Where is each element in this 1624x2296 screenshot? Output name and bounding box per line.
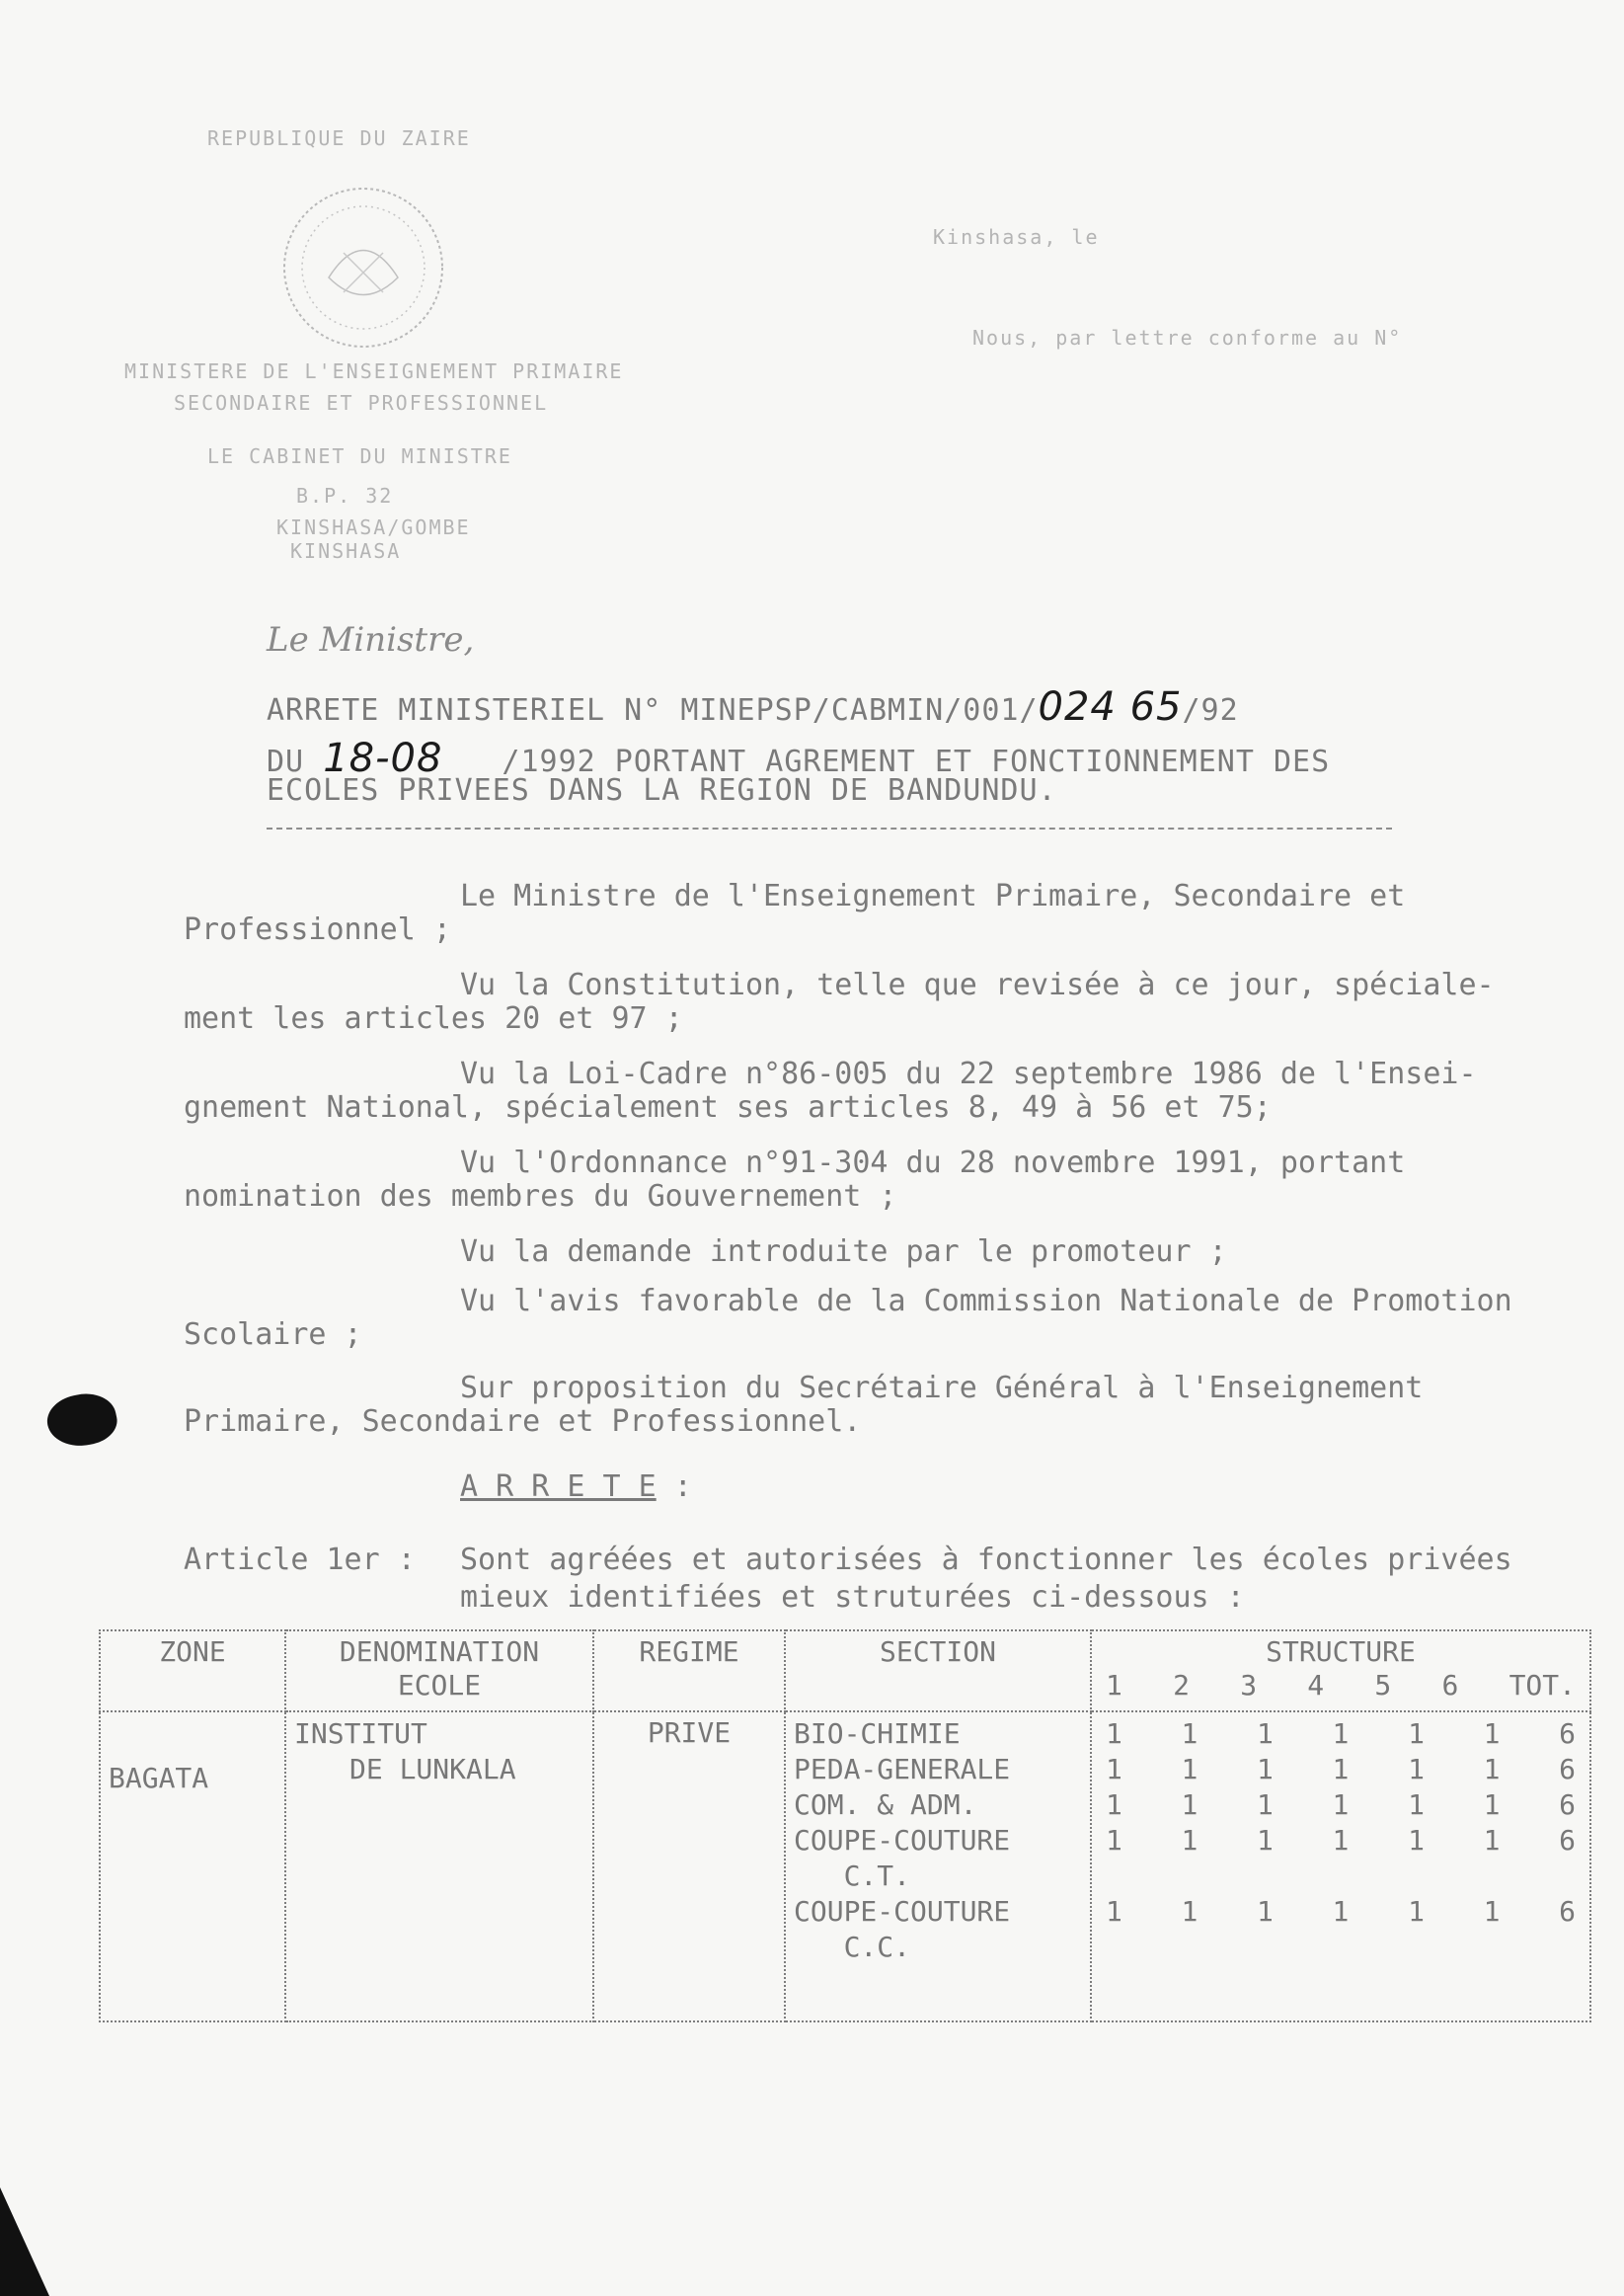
value-cell: 1 <box>1332 1753 1350 1785</box>
value-cell: 1 <box>1106 1753 1122 1785</box>
value-total: 6 <box>1559 1788 1576 1821</box>
preamble-1-rest: Professionnel ; <box>184 912 451 947</box>
cell-denomination-line1: INSTITUT <box>294 1717 427 1750</box>
value-cell: 1 <box>1408 1788 1425 1821</box>
article-1-label: Article 1er : <box>184 1543 416 1577</box>
decree-title-line1 <box>267 684 1239 730</box>
cell-regime: PRIVE <box>593 1711 785 2021</box>
section-1-name: BIO-CHIMIE <box>794 1717 961 1750</box>
header-col-5: 5 <box>1374 1669 1392 1702</box>
value-cell: 1 <box>1332 1895 1350 1928</box>
decree-date-prefix: DU <box>267 745 324 779</box>
preamble-6-first: Vu l'avis favorable de la Commission Nationale de Promotion <box>460 1284 1512 1318</box>
value-cell: 1 <box>1181 1895 1199 1928</box>
header-col-total: TOT. <box>1508 1669 1576 1702</box>
value-cell: 1 <box>1257 1788 1274 1821</box>
value-cell: 1 <box>1483 1717 1501 1750</box>
value-total: 6 <box>1559 1753 1576 1785</box>
salutation: Le Ministre, <box>267 620 475 660</box>
letterhead-office-line2: B.P. 32 <box>296 484 394 508</box>
value-cell: 1 <box>1408 1717 1425 1750</box>
arrete-heading-row <box>460 1469 692 1504</box>
header-structure-columns <box>1100 1669 1582 1702</box>
cell-zone: BAGATA <box>100 1711 285 2021</box>
preamble-3-rest: gnement National, spécialement ses articles 8, 49 à 56 et 75; <box>184 1090 1272 1125</box>
value-cell: 1 <box>1332 1717 1350 1750</box>
official-seal-icon <box>279 184 447 352</box>
article-1-line2: mieux identifiées et struturées ci-dessous : <box>460 1580 1245 1615</box>
scan-corner-shadow-icon <box>0 2187 49 2296</box>
cell-sections <box>785 1711 1091 2021</box>
value-cell: 1 <box>1106 1788 1122 1821</box>
preamble-7-rest: Primaire, Secondaire et Professionnel. <box>184 1404 862 1439</box>
letterhead-country: REPUBLIQUE DU ZAIRE <box>207 126 471 150</box>
section-1-values <box>1100 1716 1582 1752</box>
header-denomination <box>285 1630 593 1711</box>
header-col-4: 4 <box>1307 1669 1325 1702</box>
decree-prefix: ARRETE MINISTERIEL N° MINEPSP/CABMIN/001/ <box>267 693 1039 728</box>
header-structure <box>1091 1630 1590 1711</box>
section-3-values <box>1100 1787 1582 1823</box>
value-total: 6 <box>1559 1824 1576 1857</box>
table-row <box>100 1711 1590 2021</box>
title-underline <box>267 828 1392 830</box>
decree-handwritten-number: 024 65 <box>1038 684 1183 730</box>
arrete-colon: : <box>656 1469 692 1504</box>
value-cell: 1 <box>1257 1824 1274 1857</box>
value-cell: 1 <box>1106 1895 1122 1928</box>
section-4-subname: C.T. <box>794 1860 911 1892</box>
arrete-heading: A R R E T E <box>460 1469 657 1504</box>
value-cell: 1 <box>1408 1824 1425 1857</box>
decree-suffix: /92 <box>1182 693 1239 728</box>
value-cell: 1 <box>1408 1895 1425 1928</box>
cell-denomination-line2: DE LUNKALA <box>349 1753 516 1785</box>
value-cell: 1 <box>1257 1753 1274 1785</box>
section-2-name: PEDA-GENERALE <box>794 1753 1011 1785</box>
value-cell: 1 <box>1181 1753 1199 1785</box>
cell-structure <box>1091 1711 1590 2021</box>
value-cell: 1 <box>1483 1895 1501 1928</box>
header-zone: ZONE <box>100 1630 285 1711</box>
preamble-4-first: Vu l'Ordonnance n°91-304 du 28 novembre 1991, portant <box>460 1146 1406 1180</box>
header-structure-label: STRUCTURE <box>1266 1635 1416 1668</box>
value-cell: 1 <box>1106 1717 1122 1750</box>
header-regime: REGIME <box>593 1630 785 1711</box>
letterhead-ministry-line1: MINISTERE DE L'ENSEIGNEMENT PRIMAIRE <box>124 359 624 383</box>
header-col-2: 2 <box>1173 1669 1190 1702</box>
value-total: 6 <box>1559 1717 1576 1750</box>
preamble-1-first: Le Ministre de l'Enseignement Primaire, Secondaire et <box>460 879 1406 913</box>
section-4-name: COUPE-COUTURE <box>794 1824 1011 1857</box>
section-5-subname: C.C. <box>794 1931 911 1963</box>
value-cell: 1 <box>1181 1788 1199 1821</box>
letterhead-office-line4: KINSHASA <box>290 539 402 563</box>
preamble-7-first: Sur proposition du Secrétaire Général à l'Enseignement <box>460 1371 1424 1405</box>
value-cell: 1 <box>1408 1753 1425 1785</box>
section-5-values <box>1100 1894 1582 1930</box>
preamble-5-first: Vu la demande introduite par le promoteur ; <box>460 1234 1227 1269</box>
table-header-row <box>100 1630 1590 1711</box>
section-2-values <box>1100 1752 1582 1787</box>
letterhead-office-line1: LE CABINET DU MINISTRE <box>207 444 512 468</box>
decree-date-suffix: /1992 PORTANT AGREMENT ET FONCTIONNEMENT DES <box>502 745 1331 779</box>
value-cell: 1 <box>1332 1788 1350 1821</box>
value-cell: 1 <box>1483 1824 1501 1857</box>
value-cell: 1 <box>1332 1824 1350 1857</box>
value-cell: 1 <box>1181 1824 1199 1857</box>
section-3-name: COM. & ADM. <box>794 1788 977 1821</box>
value-cell: 1 <box>1483 1788 1501 1821</box>
decree-handwritten-date: 18-08 <box>323 736 443 781</box>
preamble-4-rest: nomination des membres du Gouvernement ; <box>184 1179 897 1214</box>
value-total: 6 <box>1559 1895 1576 1928</box>
value-cell: 1 <box>1181 1717 1199 1750</box>
spacer <box>1100 1859 1582 1894</box>
schools-table <box>99 1629 1591 2022</box>
letterhead-office-line3: KINSHASA/GOMBE <box>276 515 471 539</box>
preamble-2-rest: ment les articles 20 et 97 ; <box>184 1001 683 1036</box>
section-4-values <box>1100 1823 1582 1859</box>
value-cell: 1 <box>1257 1717 1274 1750</box>
letterhead-reference: Nous, par lettre conforme au N° <box>972 326 1403 350</box>
header-denomination-line1: DENOMINATION <box>339 1635 540 1668</box>
header-col-3: 3 <box>1240 1669 1258 1702</box>
preamble-3-first: Vu la Loi-Cadre n°86-005 du 22 septembre 1986 de l'Ensei- <box>460 1057 1477 1091</box>
header-section: SECTION <box>785 1630 1091 1711</box>
value-cell: 1 <box>1257 1895 1274 1928</box>
value-cell: 1 <box>1483 1753 1501 1785</box>
section-5-name: COUPE-COUTURE <box>794 1895 1011 1928</box>
ink-blot-icon <box>42 1387 120 1452</box>
decree-title-line3: ECOLES PRIVEES DANS LA REGION DE BANDUNDU. <box>267 773 1057 808</box>
preamble-6-rest: Scolaire ; <box>184 1317 362 1352</box>
preamble-2-first: Vu la Constitution, telle que revisée à ce jour, spéciale- <box>460 968 1495 1002</box>
value-cell: 1 <box>1106 1824 1122 1857</box>
letterhead-ministry-line2: SECONDAIRE ET PROFESSIONNEL <box>174 391 549 415</box>
article-1-line1: Sont agréées et autorisées à fonctionner les écoles privées <box>460 1543 1512 1577</box>
cell-denomination <box>285 1711 593 2021</box>
header-col-6: 6 <box>1441 1669 1459 1702</box>
header-col-1: 1 <box>1106 1669 1122 1702</box>
letterhead-place-date: Kinshasa, le <box>933 225 1100 249</box>
header-denomination-line2: ECOLE <box>397 1669 482 1702</box>
